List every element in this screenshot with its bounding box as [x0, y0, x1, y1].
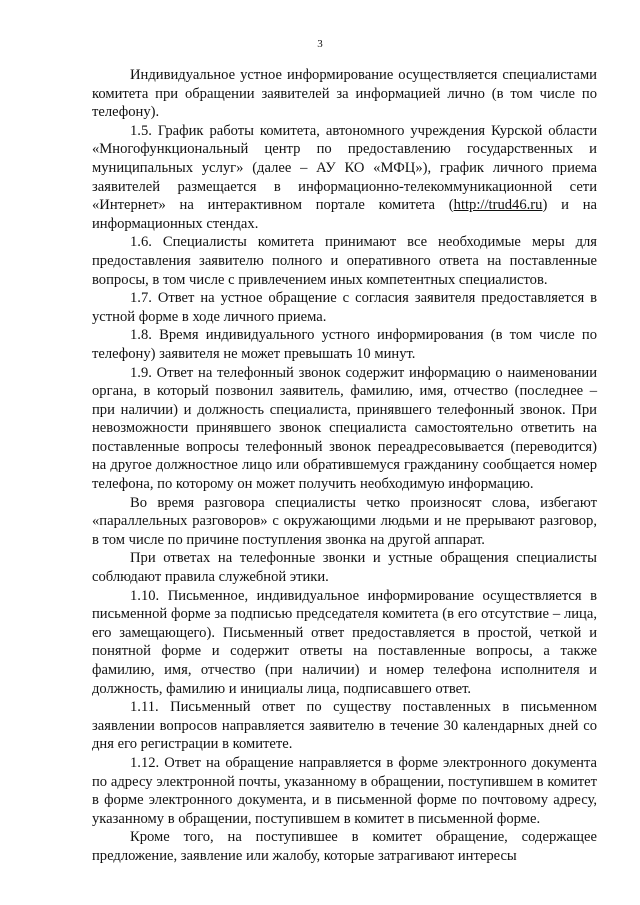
- paragraph-1-8: 1.8. Время индивидуального устного информирования (в том числе по телефону) заявителя не может превышать 10 минут.: [92, 327, 597, 362]
- paragraph-1-5-text-start: 1.5. График работы комитета, автономного учреждения Курской области «Многофункциональный центр по предоставлению государственных и муниципальных услуг» (далее – АУ КО «МФЦ»), график личного приема заявителей размещается в информационно-телекоммуникационной сети «Интернет» на интерактивном портале комитета (: [92, 122, 597, 214]
- paragraph-1-9: 1.9. Ответ на телефонный звонок содержит информацию о наименовании органа, в который позвонил заявитель, фамилию, имя, отчество (последнее – при наличии) и должность специалиста, принявшего телефонный звонок. При невозможности принявшего звонок специалиста самостоятельно ответить на поставленные вопросы телефонный звонок переадресовывается (переводится) на другое должностное лицо или обратившемуся гражданину сообщается номер телефона, по которому он может получить необходимую информацию.: [92, 364, 597, 493]
- paragraph-ethics: При ответах на телефонные звонки и устные обращения специалисты соблюдают правила служебной этики.: [92, 550, 597, 586]
- paragraph-1-6: 1.6. Специалисты комитета принимают все необходимые меры для предоставления заявителю полного и оперативного ответа на поставленные вопросы, в том числе с привлечением иных компетентных специалистов.: [92, 234, 597, 288]
- paragraph-1-5-text-end: ) и на информационных стендах.: [92, 197, 597, 232]
- document-body: [92, 66, 597, 866]
- paragraph-besides: Кроме того, на поступившее в комитет обращение, содержащее предложение, заявление или жалобу, которые затрагивают интересы: [92, 829, 597, 864]
- paragraph-conversation: Во время разговора специалисты четко произносят слова, избегают «параллельных разговоров» с окружающими людьми и не прерывают разговор, в том числе по причине поступления звонка на другой аппарат.: [92, 494, 597, 548]
- portal-link[interactable]: http://trud46.ru: [453, 197, 543, 214]
- paragraph-1-5: [92, 122, 597, 234]
- page-number: 3: [317, 38, 323, 50]
- paragraph-1-12: 1.12. Ответ на обращение направляется в форме электронного документа по адресу электронной почты, указанному в обращении, поступившем в комитет в форме электронного документа, и в письменной форме по почтовому адресу, указанному в обращении, поступившем в комитет в письменной форме.: [92, 754, 597, 827]
- paragraph-1-7: 1.7. Ответ на устное обращение с согласия заявителя предоставляется в устной форме в ходе личного приема.: [92, 290, 597, 325]
- paragraph-1-10: 1.10. Письменное, индивидуальное информирование осуществляется в письменной форме за подписью председателя комитета (в его отсутствие – лица, его замещающего). Письменный ответ предоставляется в простой, четкой и понятной форме и содержит ответы на поставленные вопросы, а также фамилию, имя, отчество (при наличии) и номер телефона исполнителя и должность, фамилию и инициалы лица, подписавшего ответ.: [92, 587, 597, 697]
- paragraph-1-11: 1.11. Письменный ответ по существу поставленных в письменном заявлении вопросов направляется заявителю в течение 30 календарных дней со дня его регистрации в комитете.: [92, 699, 597, 753]
- paragraph-intro: Индивидуальное устное информирование осуществляется специалистами комитета при обращении заявителей за информацией лично (в том числе по телефону).: [92, 67, 597, 121]
